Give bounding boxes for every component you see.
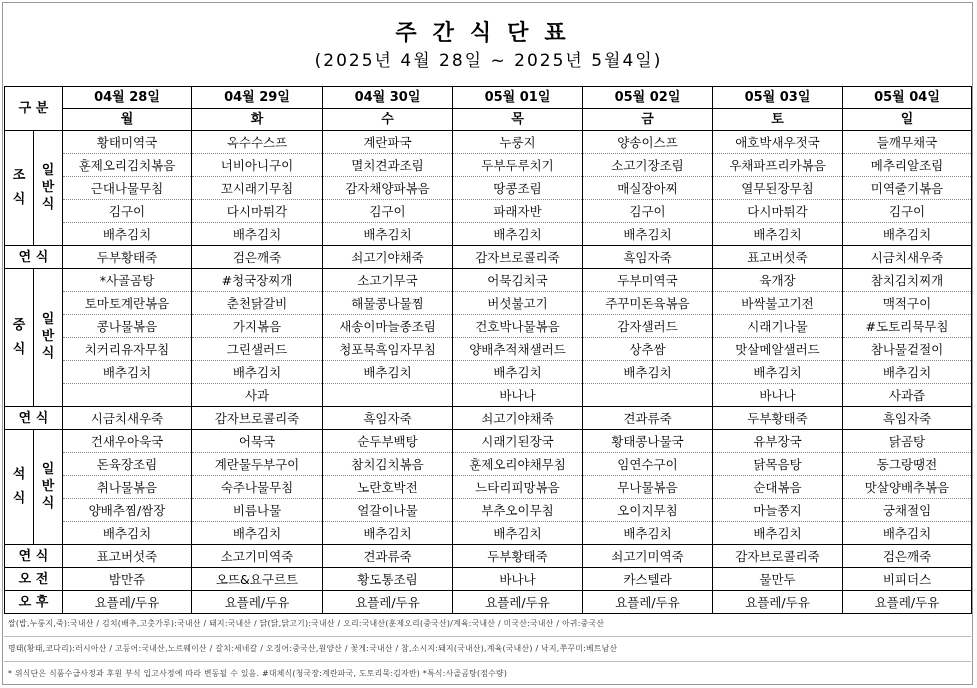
date-header: 04월 28일 bbox=[63, 87, 192, 109]
afternoon-snack-menu-item: 요플레/두유 bbox=[843, 591, 972, 614]
breakfast-label bbox=[5, 131, 34, 246]
note-origin-2: 명태(황태,코다리):러시아산 / 고등어:국내산,노르웨이산 / 갈치:세네갈 / 오징어:중국산,원양산 / 꽃게:국내산 / 참,소시지:돼지(국내산),계육(국내산) / 낙지,쭈꾸미:베트남산 bbox=[4, 637, 971, 662]
dinner-menu-item: 순두부백탕 bbox=[323, 430, 453, 453]
breakfast-menu-item: 훈제오리김치볶음 bbox=[63, 154, 192, 177]
day-header: 수 bbox=[323, 109, 453, 131]
morning-snack-label: 오 전 bbox=[5, 568, 63, 591]
dinner-menu-item: 부추오이무침 bbox=[453, 499, 583, 522]
dinner-menu-item: 배추김치 bbox=[843, 522, 972, 545]
dinner-menu-item: 계란물두부구이 bbox=[192, 453, 323, 476]
day-header: 목 bbox=[453, 109, 583, 131]
afternoon-snack-menu-item: 요플레/두유 bbox=[323, 591, 453, 614]
breakfast-menu-item: 매실장아찌 bbox=[583, 177, 713, 200]
lunch-menu-item: 토마토계란볶음 bbox=[63, 292, 192, 315]
breakfast-menu-item: 김구이 bbox=[63, 200, 192, 223]
note-disclaimer: * 위식단은 식품수급사정과 후원 부식 입고사정에 따라 변동될 수 있음. #대체식(청국장:계란파국, 도토리묵:김자반) *특식:사골곰탕(점수량) bbox=[8, 669, 508, 678]
soft-diet-dinner-menu-item: 쇠고기미역죽 bbox=[583, 545, 713, 568]
morning-snack-menu-item: 오뜨&요구르트 bbox=[192, 568, 323, 591]
dinner-menu-item: 황태콩나물국 bbox=[583, 430, 713, 453]
dinner-menu-item: 맛살양배추볶음 bbox=[843, 476, 972, 499]
soft-diet-lunch-menu-item: 감자브로콜리죽 bbox=[192, 407, 323, 430]
soft-diet-dinner-label: 연 식 bbox=[5, 545, 63, 568]
breakfast-menu-item: 두부두루치기 bbox=[453, 154, 583, 177]
dinner-label-text: 석식 bbox=[12, 467, 26, 506]
breakfast-menu-item: 김구이 bbox=[843, 200, 972, 223]
breakfast-menu-item: 들깨무채국 bbox=[843, 131, 972, 154]
soft-diet-breakfast-menu-item: 표고버섯죽 bbox=[713, 246, 843, 269]
lunch-menu-item: 해물콩나물찜 bbox=[323, 292, 453, 315]
lunch-menu-item: 새송이마늘종조림 bbox=[323, 315, 453, 338]
lunch-menu-item: 맥적구이 bbox=[843, 292, 972, 315]
morning-snack-menu-item: 카스텔라 bbox=[583, 568, 713, 591]
soft-diet-dinner-menu-item: 견과류죽 bbox=[323, 545, 453, 568]
lunch-menu-item: #청국장찌개 bbox=[192, 269, 323, 292]
dinner-menu-item: 돈육장조림 bbox=[63, 453, 192, 476]
dinner-menu-item: 배추김치 bbox=[323, 522, 453, 545]
lunch-menu-item: 주꾸미돈육볶음 bbox=[583, 292, 713, 315]
date-header: 05월 02일 bbox=[583, 87, 713, 109]
lunch-menu-item: 배추김치 bbox=[713, 361, 843, 384]
note-origin-1: 쌀(밥,누룽지,죽):국내산 / 김치(배추,고춧가루):국내산 / 돼지:국내산 / 닭(닭,닭고기):국내산 / 오리:국내산(훈제오리(중국산)/계육:국내산 / 미국산:국내산 / 아귀:중국산 bbox=[4, 612, 971, 637]
breakfast-menu-item: 누룽지 bbox=[453, 131, 583, 154]
lunch-label bbox=[5, 269, 34, 407]
dinner-menu-item: 숙주나물무침 bbox=[192, 476, 323, 499]
lunch-menu-item: 어묵김치국 bbox=[453, 269, 583, 292]
dinner-menu-item: 취나물볶음 bbox=[63, 476, 192, 499]
dinner-menu-item: 동그랑땡전 bbox=[843, 453, 972, 476]
dinner-menu-item: 배추김치 bbox=[713, 522, 843, 545]
breakfast-label-text: 조식 bbox=[12, 168, 26, 207]
date-header: 04월 30일 bbox=[323, 87, 453, 109]
afternoon-snack-menu-item: 요플레/두유 bbox=[713, 591, 843, 614]
breakfast-menu-item: 계란파국 bbox=[323, 131, 453, 154]
breakfast-menu-item: 양송이스프 bbox=[583, 131, 713, 154]
dinner-menu-item: 배추김치 bbox=[192, 522, 323, 545]
lunch-label-text: 중식 bbox=[12, 317, 26, 357]
lunch-menu-item: 배추김치 bbox=[192, 361, 323, 384]
day-header: 토 bbox=[713, 109, 843, 131]
day-header: 월 bbox=[63, 109, 192, 131]
lunch-menu-item: 춘천닭갈비 bbox=[192, 292, 323, 315]
dinner-menu-item: 얼갈이나물 bbox=[323, 499, 453, 522]
morning-snack-menu-item: 비피더스 bbox=[843, 568, 972, 591]
dinner-menu-item: 무나물볶음 bbox=[583, 476, 713, 499]
lunch-menu-item bbox=[323, 384, 453, 407]
dinner-sub-label-text: 일반식 bbox=[41, 461, 55, 511]
breakfast-menu-item: 배추김치 bbox=[843, 223, 972, 246]
lunch-menu-item: 육개장 bbox=[713, 269, 843, 292]
dinner-menu-item: 임연수구이 bbox=[583, 453, 713, 476]
soft-diet-breakfast-menu-item: 쇠고기야채죽 bbox=[323, 246, 453, 269]
lunch-menu-item: 감자샐러드 bbox=[583, 315, 713, 338]
soft-diet-dinner-menu-item: 표고버섯죽 bbox=[63, 545, 192, 568]
dinner-label bbox=[5, 430, 34, 545]
lunch-menu-item: 참치김치찌개 bbox=[843, 269, 972, 292]
soft-diet-lunch-menu-item: 두부황태죽 bbox=[713, 407, 843, 430]
lunch-menu-item: 그린샐러드 bbox=[192, 338, 323, 361]
dinner-menu-item: 궁채절임 bbox=[843, 499, 972, 522]
afternoon-snack-menu-item: 요플레/두유 bbox=[63, 591, 192, 614]
lunch-menu-item: 상추쌈 bbox=[583, 338, 713, 361]
dinner-menu-item: 훈제오리야채무침 bbox=[453, 453, 583, 476]
lunch-menu-item bbox=[63, 384, 192, 407]
lunch-menu-item: 참나물겉절이 bbox=[843, 338, 972, 361]
lunch-menu-item: 사과즙 bbox=[843, 384, 972, 407]
page-title: 주간식단표 bbox=[395, 21, 582, 46]
breakfast-menu-item: 다시마튀각 bbox=[713, 200, 843, 223]
lunch-menu-item: 배추김치 bbox=[453, 361, 583, 384]
breakfast-menu-item: 배추김치 bbox=[713, 223, 843, 246]
breakfast-menu-item: 감자채양파볶음 bbox=[323, 177, 453, 200]
lunch-sub-label-text: 일반식 bbox=[41, 312, 55, 361]
breakfast-menu-item: 멸치견과조림 bbox=[323, 154, 453, 177]
day-header: 금 bbox=[583, 109, 713, 131]
afternoon-snack-menu-item: 요플레/두유 bbox=[583, 591, 713, 614]
lunch-menu-item: 치커리유자무침 bbox=[63, 338, 192, 361]
breakfast-menu-item: 너비아니구이 bbox=[192, 154, 323, 177]
lunch-menu-item: 바싹불고기전 bbox=[713, 292, 843, 315]
soft-diet-lunch-menu-item: 시금치새우죽 bbox=[63, 407, 192, 430]
weekly-menu-table bbox=[4, 86, 972, 614]
date-header: 05월 01일 bbox=[453, 87, 583, 109]
date-header: 05월 04일 bbox=[843, 87, 972, 109]
lunch-menu-item: 사과 bbox=[192, 384, 323, 407]
breakfast-menu-item: 배추김치 bbox=[453, 223, 583, 246]
morning-snack-menu-item: 물만두 bbox=[713, 568, 843, 591]
afternoon-snack-menu-item: 요플레/두유 bbox=[192, 591, 323, 614]
soft-diet-dinner-menu-item: 두부황태죽 bbox=[453, 545, 583, 568]
dinner-menu-item: 비름나물 bbox=[192, 499, 323, 522]
lunch-menu-item: 양배추적채샐러드 bbox=[453, 338, 583, 361]
lunch-menu-item: 배추김치 bbox=[323, 361, 453, 384]
morning-snack-menu-item: 바나나 bbox=[453, 568, 583, 591]
breakfast-menu-item: 메추리알조림 bbox=[843, 154, 972, 177]
dinner-menu-item: 닭목음탕 bbox=[713, 453, 843, 476]
dinner-menu-item: 시래기된장국 bbox=[453, 430, 583, 453]
dinner-menu-item: 느타리피망볶음 bbox=[453, 476, 583, 499]
breakfast-menu-item: 다시마튀각 bbox=[192, 200, 323, 223]
lunch-menu-item: *사골곰탕 bbox=[63, 269, 192, 292]
breakfast-menu-item: 애호박새우젓국 bbox=[713, 131, 843, 154]
breakfast-menu-item: 옥수수스프 bbox=[192, 131, 323, 154]
afternoon-snack-label: 오 후 bbox=[5, 591, 63, 614]
soft-diet-lunch-menu-item: 흑임자죽 bbox=[843, 407, 972, 430]
breakfast-menu-item: 황태미역국 bbox=[63, 131, 192, 154]
lunch-menu-item: 청포묵흑임자무침 bbox=[323, 338, 453, 361]
breakfast-sub-label-text: 일반식 bbox=[41, 162, 55, 212]
lunch-menu-item: 시래기나물 bbox=[713, 315, 843, 338]
header-label: 구 분 bbox=[5, 87, 63, 131]
morning-snack-menu-item: 밤만쥬 bbox=[63, 568, 192, 591]
lunch-menu-item: 배추김치 bbox=[583, 361, 713, 384]
dinner-menu-item: 배추김치 bbox=[453, 522, 583, 545]
breakfast-menu-item: 배추김치 bbox=[63, 223, 192, 246]
day-header: 일 bbox=[843, 109, 972, 131]
breakfast-menu-item: 열무된장무침 bbox=[713, 177, 843, 200]
breakfast-menu-item: 배추김치 bbox=[192, 223, 323, 246]
lunch-menu-item: 콩나물볶음 bbox=[63, 315, 192, 338]
soft-diet-breakfast-menu-item: 감자브로콜리죽 bbox=[453, 246, 583, 269]
breakfast-menu-item: 소고기장조림 bbox=[583, 154, 713, 177]
lunch-menu-item: 가지볶음 bbox=[192, 315, 323, 338]
soft-diet-lunch-label: 연 식 bbox=[5, 407, 63, 430]
dinner-menu-item: 순대볶음 bbox=[713, 476, 843, 499]
soft-diet-dinner-menu-item: 감자브로콜리죽 bbox=[713, 545, 843, 568]
soft-diet-dinner-menu-item: 소고기미역죽 bbox=[192, 545, 323, 568]
date-header: 05월 03일 bbox=[713, 87, 843, 109]
soft-diet-lunch-menu-item: 쇠고기야채죽 bbox=[453, 407, 583, 430]
soft-diet-breakfast-menu-item: 시금치새우죽 bbox=[843, 246, 972, 269]
notes bbox=[4, 612, 971, 686]
lunch-menu-item: 배추김치 bbox=[843, 361, 972, 384]
menu-period: (2025년 4월 28일 ~ 2025년 5월4일) bbox=[314, 51, 663, 71]
lunch-menu-item: 버섯불고기 bbox=[453, 292, 583, 315]
dinner-menu-item: 참치김치볶음 bbox=[323, 453, 453, 476]
dinner-menu-item: 어묵국 bbox=[192, 430, 323, 453]
breakfast-menu-item: 꼬시래기무침 bbox=[192, 177, 323, 200]
dinner-menu-item: 닭곰탕 bbox=[843, 430, 972, 453]
soft-diet-breakfast-label: 연 식 bbox=[5, 246, 63, 269]
dinner-menu-item: 노란호박전 bbox=[323, 476, 453, 499]
lunch-menu-item bbox=[583, 384, 713, 407]
lunch-menu-item: 맛살메알샐러드 bbox=[713, 338, 843, 361]
morning-snack-menu-item: 황도통조림 bbox=[323, 568, 453, 591]
dinner-menu-item: 배추김치 bbox=[583, 522, 713, 545]
breakfast-menu-item: 근대나물무침 bbox=[63, 177, 192, 200]
lunch-menu-item: 건호박나물볶음 bbox=[453, 315, 583, 338]
soft-diet-dinner-menu-item: 검은깨죽 bbox=[843, 545, 972, 568]
breakfast-menu-item: 우채파프리카볶음 bbox=[713, 154, 843, 177]
breakfast-menu-item: 김구이 bbox=[583, 200, 713, 223]
lunch-sub-label bbox=[34, 269, 63, 407]
afternoon-snack-menu-item: 요플레/두유 bbox=[453, 591, 583, 614]
dinner-menu-item: 오이지무침 bbox=[583, 499, 713, 522]
breakfast-sub-label bbox=[34, 131, 63, 246]
soft-diet-breakfast-menu-item: 두부황태죽 bbox=[63, 246, 192, 269]
dinner-sub-label bbox=[34, 430, 63, 545]
lunch-menu-item: 배추김치 bbox=[63, 361, 192, 384]
lunch-menu-item: #도토리묵무침 bbox=[843, 315, 972, 338]
soft-diet-lunch-menu-item: 견과류죽 bbox=[583, 407, 713, 430]
soft-diet-breakfast-menu-item: 흑임자죽 bbox=[583, 246, 713, 269]
breakfast-menu-item: 김구이 bbox=[323, 200, 453, 223]
breakfast-menu-item: 배추김치 bbox=[583, 223, 713, 246]
lunch-menu-item: 소고기무국 bbox=[323, 269, 453, 292]
soft-diet-lunch-menu-item: 흑임자죽 bbox=[323, 407, 453, 430]
dinner-menu-item: 배추김치 bbox=[63, 522, 192, 545]
date-header: 04월 29일 bbox=[192, 87, 323, 109]
lunch-menu-item: 바나나 bbox=[713, 384, 843, 407]
dinner-menu-item: 건새우아욱국 bbox=[63, 430, 192, 453]
breakfast-menu-item: 배추김치 bbox=[323, 223, 453, 246]
dinner-menu-item: 유부장국 bbox=[713, 430, 843, 453]
lunch-menu-item: 바나나 bbox=[453, 384, 583, 407]
breakfast-menu-item: 땅콩조림 bbox=[453, 177, 583, 200]
lunch-menu-item: 두부미역국 bbox=[583, 269, 713, 292]
dinner-menu-item: 마늘쫑지 bbox=[713, 499, 843, 522]
soft-diet-breakfast-menu-item: 검은깨죽 bbox=[192, 246, 323, 269]
dinner-menu-item: 양배추찜/쌈장 bbox=[63, 499, 192, 522]
day-header: 화 bbox=[192, 109, 323, 131]
breakfast-menu-item: 파래자반 bbox=[453, 200, 583, 223]
breakfast-menu-item: 미역줄기볶음 bbox=[843, 177, 972, 200]
